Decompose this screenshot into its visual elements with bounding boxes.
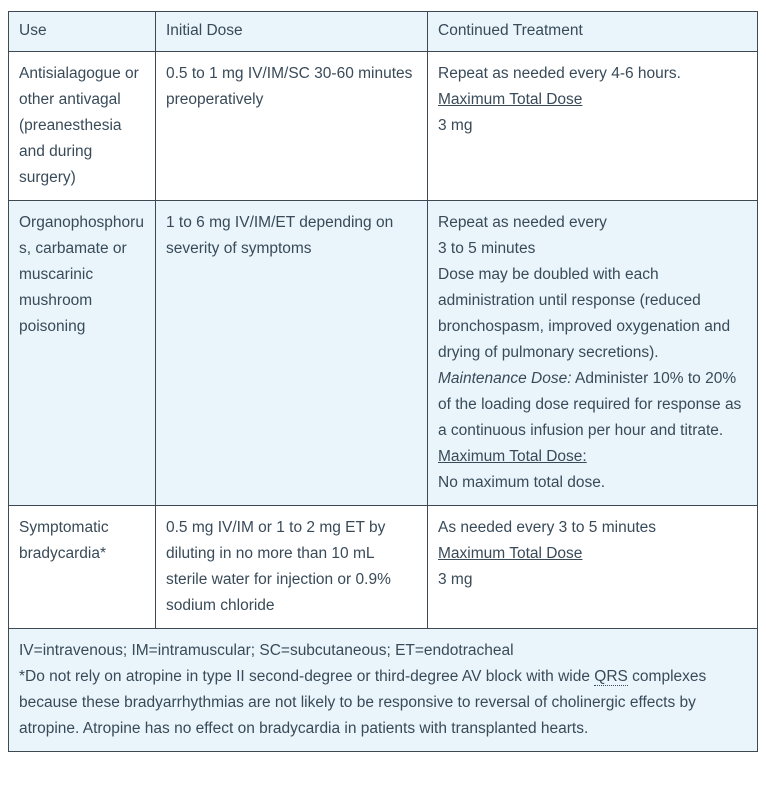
table-row-antisialagogue: [9, 52, 758, 201]
table-row-symptomatic-bradycardia: [9, 506, 758, 629]
footnote: [19, 664, 747, 742]
atropine-dosing-table: [8, 11, 758, 752]
column-header-initial-dose: Initial Dose: [156, 12, 428, 52]
cell-initial-dose: 1 to 6 mg IV/IM/ET depending on severity of symptoms: [156, 201, 428, 506]
table-row-organophosphorus: [9, 201, 758, 506]
maximum-total-dose-value: 3 mg: [438, 571, 473, 588]
footnote-text: *Do not rely on atropine in type II second-degree or third-degree AV block with wide: [19, 668, 595, 685]
cell-use: Organophosphorus, carbamate or muscarinic mushroom poisoning: [9, 201, 156, 506]
maximum-total-dose-value: No maximum total dose.: [438, 474, 606, 491]
column-header-continued-treatment: Continued Treatment: [428, 12, 758, 52]
cell-initial-dose: 0.5 mg IV/IM or 1 to 2 mg ET by diluting in no more than 10 mL sterile water for injection or 0.9% sodium chloride: [156, 506, 428, 629]
maximum-total-dose-label: Maximum Total Dose:: [438, 448, 587, 465]
footnote-text: complexes because these bradyarrhythmias are not likely to be responsive to reversal of cholinergic effects by atropine. Atropine has no effect on bradycardia in patients with transplanted hearts.: [19, 668, 707, 737]
continued-text: Dose may be doubled with each administration until response (reduced bronchospasm, improved oxygenation and drying of pulmonary secretions).: [438, 266, 731, 361]
cell-initial-dose: 0.5 to 1 mg IV/IM/SC 30-60 minutes preoperatively: [156, 52, 428, 201]
abbreviation-key: IV=intravenous; IM=intramuscular; SC=subcutaneous; ET=endotracheal: [19, 642, 514, 659]
maximum-total-dose-label: Maximum Total Dose: [438, 91, 583, 108]
maximum-total-dose-value: 3 mg: [438, 117, 473, 134]
column-header-use: Use: [9, 12, 156, 52]
maintenance-dose-label: Maintenance Dose:: [438, 370, 572, 387]
cell-continued-treatment: [428, 201, 758, 506]
qrs-abbreviation: QRS: [594, 668, 628, 685]
maintenance-dose-text: Administer 10% to 20% of the loading dose required for response as a continuous infusion per hour and titrate.: [438, 370, 742, 439]
cell-use: Symptomatic bradycardia*: [9, 506, 156, 629]
cell-use: Antisialagogue or other antivagal (preanesthesia and during surgery): [9, 52, 156, 201]
continued-text: Repeat as needed every: [438, 214, 607, 231]
continued-text: 3 to 5 minutes: [438, 240, 536, 257]
cell-continued-treatment: [428, 52, 758, 201]
table-footer-row: [9, 629, 758, 752]
continued-text: Repeat as needed every 4-6 hours.: [438, 65, 681, 82]
continued-text: As needed every 3 to 5 minutes: [438, 519, 656, 536]
table-header-row: [9, 12, 758, 52]
cell-continued-treatment: [428, 506, 758, 629]
maximum-total-dose-label: Maximum Total Dose: [438, 545, 583, 562]
footnote-cell: [9, 629, 758, 752]
